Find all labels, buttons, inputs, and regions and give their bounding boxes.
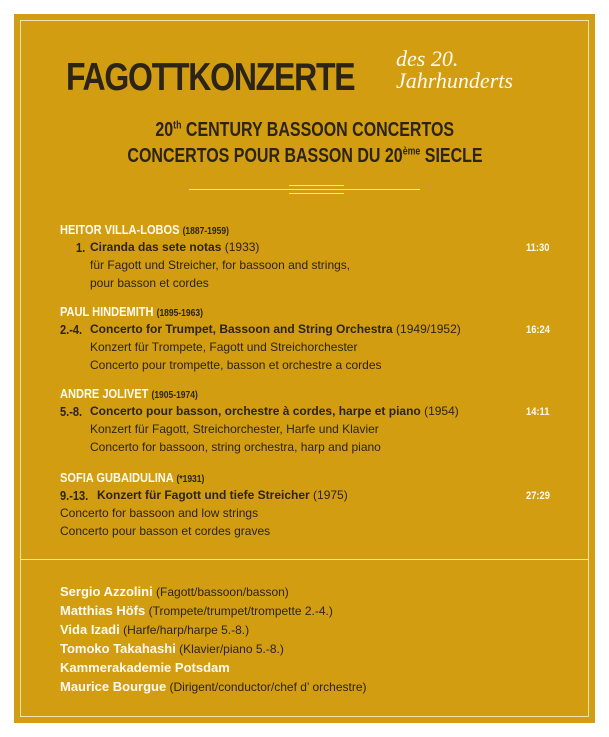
work-title: Konzert für Fagott und tiefe Streicher (1975) bbox=[97, 488, 348, 502]
work-title: Concerto for Trumpet, Bassoon and String Orchestra (1949/1952) bbox=[90, 322, 461, 336]
work-title: Concerto pour basson, orchestre à cordes, harpe et piano (1954) bbox=[90, 404, 459, 418]
track-number: 9.-13. bbox=[60, 488, 89, 503]
performer: Sergio Azzolini (Fagott/bassoon/basson) bbox=[60, 584, 289, 599]
subtitle-french: CONCERTOS POUR BASSON DU 20ème SIECLE bbox=[126, 145, 483, 167]
booklet-panel bbox=[14, 14, 595, 723]
performers-divider bbox=[20, 559, 589, 560]
performer: Maurice Bourgue (Dirigent/conductor/chef d’ orchestre) bbox=[60, 679, 367, 694]
work-description: Concerto pour basson et cordes graves bbox=[60, 524, 271, 538]
work-description: Konzert für Fagott, Streichorchester, Harfe und Klavier bbox=[90, 422, 379, 436]
work-description: pour basson et cordes bbox=[90, 276, 209, 290]
duration: 14:11 bbox=[526, 406, 550, 418]
track-number: 1. bbox=[76, 240, 86, 255]
title-suffix-line1: des 20. bbox=[396, 46, 459, 71]
work-description: Concerto for bassoon and low strings bbox=[60, 506, 259, 520]
track-number: 2.-4. bbox=[60, 322, 83, 337]
performer: Tomoko Takahashi (Klavier/piano 5.-8.) bbox=[60, 641, 284, 656]
duration: 16:24 bbox=[526, 324, 550, 336]
divider-rule bbox=[189, 189, 420, 190]
title-suffix-line2: Jahrhunderts bbox=[396, 68, 513, 93]
page-title: FAGOTTKONZERTE bbox=[66, 56, 355, 99]
title-suffix bbox=[396, 48, 513, 92]
work-description: Concerto for bassoon, string orchestra, harp and piano bbox=[90, 440, 381, 454]
work-description: für Fagott und Streicher, for bassoon and strings, bbox=[90, 258, 351, 272]
performer: Kammerakademie Potsdam bbox=[60, 660, 230, 675]
duration: 27:29 bbox=[526, 490, 550, 502]
composer-name: SOFIA GUBAIDULINA (*1931) bbox=[60, 470, 205, 485]
composer-name: ANDRE JOLIVET (1905-1974) bbox=[60, 386, 198, 401]
subtitle-english: 20th CENTURY BASSOON CONCERTOS bbox=[155, 119, 454, 141]
composer-name: HEITOR VILLA-LOBOS (1887-1959) bbox=[60, 222, 229, 237]
work-title: Ciranda das sete notas (1933) bbox=[90, 240, 260, 254]
performer: Vida Izadi (Harfe/harp/harpe 5.-8.) bbox=[60, 622, 250, 637]
composer-name: PAUL HINDEMITH (1895-1963) bbox=[60, 304, 203, 319]
track-number: 5.-8. bbox=[60, 404, 83, 419]
performer: Matthias Höfs (Trompete/trumpet/trompette 2.-4.) bbox=[60, 603, 333, 618]
duration: 11:30 bbox=[526, 242, 550, 254]
work-description: Konzert für Trompete, Fagott und Streichorchester bbox=[90, 340, 358, 354]
divider-ornament bbox=[289, 185, 344, 186]
work-description: Concerto pour trompette, basson et orchestre a cordes bbox=[90, 358, 382, 372]
divider-ornament bbox=[289, 193, 344, 194]
